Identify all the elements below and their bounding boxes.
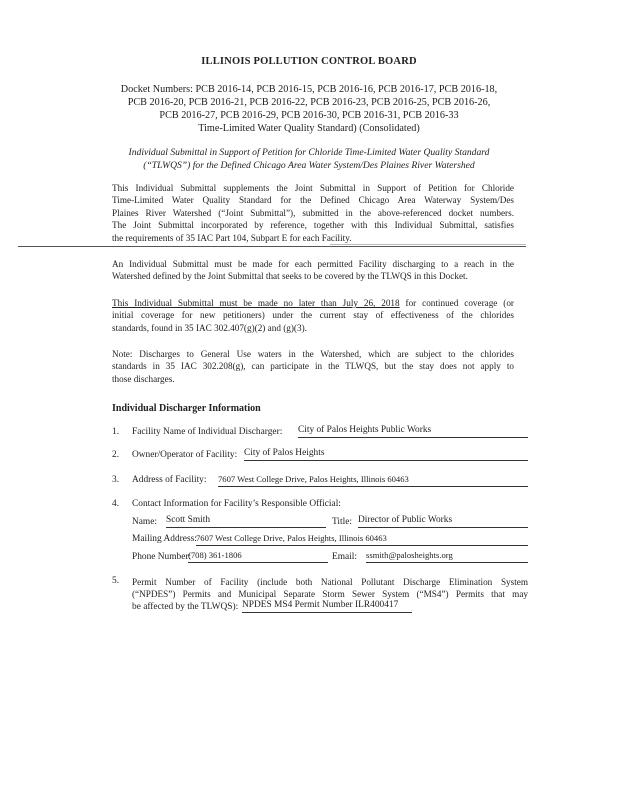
permit-number-text xyxy=(132,576,528,601)
mailing-address-label: Mailing Address: xyxy=(132,534,197,544)
paragraph-line: (“NPDES”) Permits and Municipal Separate Storm Sewer System (“MS4”) Permits that may xyxy=(132,589,528,600)
permit-number-label: be affected by the TLWQS): xyxy=(132,602,239,612)
item-number: 4. xyxy=(112,499,120,509)
paragraph-line: standards in 35 IAC 302.208(g), can participate in the TLWQS, but the stay does not apply to xyxy=(112,361,514,372)
horizontal-rule xyxy=(18,246,526,247)
submittal-subtitle-1: Individual Submittal in Support of Petition for Chloride Time-Limited Water Quality Standard xyxy=(128,147,490,158)
contact-title-field[interactable]: Director of Public Works xyxy=(358,515,528,528)
item-number: 3. xyxy=(112,475,120,485)
horizontal-rule-faint xyxy=(330,244,526,245)
item-number: 1. xyxy=(112,427,120,437)
board-title: ILLINOIS POLLUTION CONTROL BOARD xyxy=(201,56,417,67)
docket-line-4: Time-Limited Water Quality Standard) (Consolidated) xyxy=(198,123,420,134)
facility-name-label: Facility Name of Individual Discharger: xyxy=(132,427,283,437)
deadline-underlined: This Individual Submittal must be made no later than July 26, 2018 xyxy=(112,298,400,308)
paragraph-deadline xyxy=(112,297,514,334)
email-label: Email: xyxy=(332,552,357,562)
contact-name-label: Name: xyxy=(132,517,157,527)
paragraph-line: for continued coverage (or xyxy=(399,298,514,308)
docket-line-3: PCB 2016-27, PCB 2016-29, PCB 2016-30, PCB 2016-31, PCB 2016-33 xyxy=(159,110,459,121)
item-number: 5. xyxy=(112,576,120,586)
paragraph-line: standards, found in 35 IAC 302.407(g)(2) and (g)(3). xyxy=(112,322,307,333)
owner-operator-label: Owner/Operator of Facility: xyxy=(132,450,238,460)
paragraph-line: The Joint Submittal incorporated by reference, together with this Individual Submittal, satisfies xyxy=(112,220,514,231)
paragraph-line: Note: Discharges to General Use waters in the Watershed, which are subject to the chlorides xyxy=(112,349,514,359)
contact-title-label: Title: xyxy=(332,517,352,527)
paragraph-line: the requirements of 35 IAC Part 104, Subpart E for each Facility. xyxy=(112,232,352,243)
paragraph-note xyxy=(112,348,514,385)
facility-address-field[interactable]: 7607 West College Drive, Palos Heights, Illinois 60463 xyxy=(218,474,528,487)
mailing-address-field[interactable]: 7607 West College Drive, Palos Heights, Illinois 60463 xyxy=(196,533,528,546)
paragraph-line: Watershed defined by the Joint Submittal that seeks to be covered by the TLWQS in this Docket. xyxy=(112,271,468,282)
docket-line-1: Docket Numbers: PCB 2016-14, PCB 2016-15, PCB 2016-16, PCB 2016-17, PCB 2016-18, xyxy=(120,84,498,95)
facility-name-field[interactable]: City of Palos Heights Public Works xyxy=(298,425,528,438)
docket-line-2: PCB 2016-20, PCB 2016-21, PCB 2016-22, PCB 2016-23, PCB 2016-25, PCB 2016-26, xyxy=(127,97,491,108)
paragraph-each-facility xyxy=(112,258,514,283)
paragraph-line: those discharges. xyxy=(112,373,175,384)
email-field[interactable]: ssmith@palosheights.org xyxy=(366,550,528,563)
paragraph-line: This Individual Submittal supplements the Joint Submittal in Support of Petition for Chloride xyxy=(112,183,514,193)
paragraph-line: Plaines River Watershed (“Joint Submittal”), submitted in the above-referenced docket numbers. xyxy=(112,207,514,218)
paragraph-joint-submittal xyxy=(112,182,514,244)
section-heading: Individual Discharger Information xyxy=(112,403,261,414)
paragraph-line: An Individual Submittal must be made for each permitted Facility discharging to a reach in the xyxy=(112,259,514,269)
item-number: 2. xyxy=(112,450,120,460)
paragraph-line: Permit Number of Facility (include both National Pollutant Discharge Elimination System xyxy=(132,577,528,587)
paragraph-line: initial coverage for new petitioners) under the current stay of effectiveness of the chlorides xyxy=(112,310,514,321)
owner-operator-field[interactable]: City of Palos Heights xyxy=(244,448,528,461)
paragraph-line: Time-Limited Water Quality Standard for the Defined Chicago Area Waterway System/Des xyxy=(112,195,514,206)
facility-address-label: Address of Facility: xyxy=(132,475,207,485)
submittal-subtitle-2: (“TLWQS”) for the Defined Chicago Area Water System/Des Plaines River Watershed xyxy=(143,160,475,171)
phone-label: Phone Number: xyxy=(132,552,192,562)
contact-name-field[interactable]: Scott Smith xyxy=(166,515,326,528)
permit-number-field[interactable]: NPDES MS4 Permit Number ILR400417 xyxy=(242,600,412,613)
contact-info-label: Contact Information for Facility’s Responsible Official: xyxy=(132,499,341,509)
phone-field[interactable]: (708) 361-1806 xyxy=(188,550,328,563)
